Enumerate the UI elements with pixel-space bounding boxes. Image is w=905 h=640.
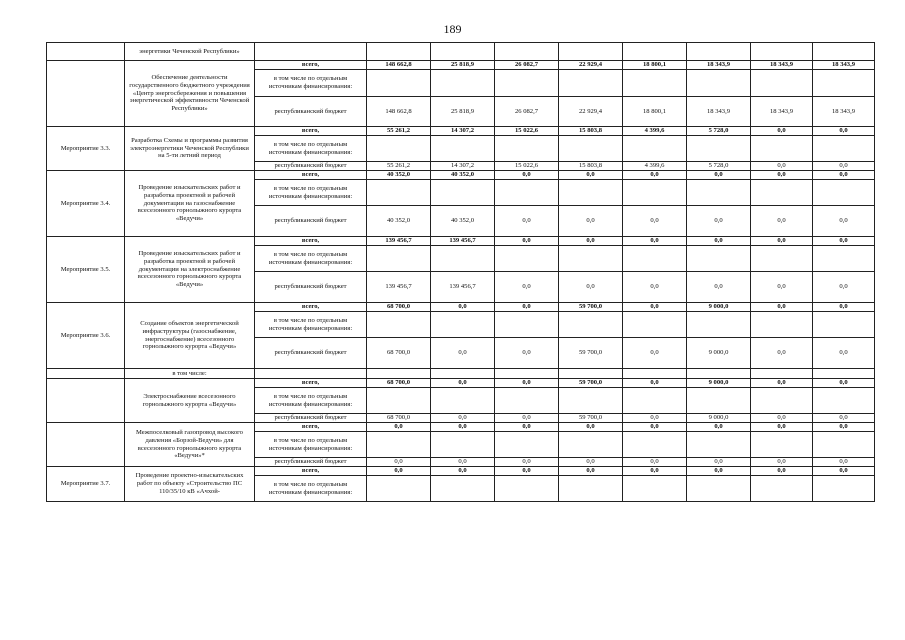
value-cell: 18 343,9	[751, 61, 813, 70]
source-including-label: в том числе по отдельным источникам финансирования:	[255, 432, 367, 458]
measure-code-cell	[47, 61, 125, 127]
table-row	[47, 467, 875, 476]
measure-name-cell: энергетики Чеченской Республики»	[125, 43, 255, 61]
source-including-label: в том числе по отдельным источникам финансирования:	[255, 246, 367, 272]
value-cell: 0,0	[495, 379, 559, 388]
value-cell: 0,0	[431, 414, 495, 423]
source-budget-label: республиканский бюджет	[255, 458, 367, 467]
value-cell: 9 000,0	[687, 303, 751, 312]
value-cell: 0,0	[813, 171, 875, 180]
value-cell: 0,0	[495, 171, 559, 180]
value-cell: 0,0	[559, 423, 623, 432]
page-number: 189	[443, 22, 462, 36]
value-cell: 0,0	[751, 338, 813, 369]
value-cell: 0,0	[367, 458, 431, 467]
value-cell: 25 818,9	[431, 97, 495, 127]
source-including-label: в том числе по отдельным источникам финансирования:	[255, 180, 367, 206]
budget-table	[46, 42, 875, 502]
source-total-label: всего,	[255, 127, 367, 136]
value-cell: 59 700,0	[559, 414, 623, 423]
value-cell: 0,0	[751, 127, 813, 136]
value-cell: 0,0	[559, 237, 623, 246]
value-cell: 0,0	[623, 423, 687, 432]
value-cell: 18 343,9	[687, 61, 751, 70]
value-cell: 0,0	[623, 272, 687, 303]
value-cell: 0,0	[623, 467, 687, 476]
value-cell: 0,0	[813, 414, 875, 423]
measure-name-cell: Проведение изыскательских работ и разработка проектной и рабочей документации на газоснабжение всесезонного горнолыжного курорта «Ведучи»	[125, 171, 255, 237]
value-cell: 0,0	[559, 206, 623, 237]
value-cell: 4 399,6	[623, 162, 687, 171]
value-cell: 9 000,0	[687, 379, 751, 388]
table-row	[47, 43, 875, 61]
measure-name-cell: Электроснабжение всесезонного горнолыжного курорта «Ведучи»	[125, 379, 255, 423]
value-cell: 0,0	[623, 414, 687, 423]
value-cell: 139 456,7	[431, 272, 495, 303]
source-total-label: всего,	[255, 237, 367, 246]
source-including-label: в том числе по отдельным источникам финансирования:	[255, 136, 367, 162]
source-budget-label: республиканский бюджет	[255, 206, 367, 237]
value-cell: 18 343,9	[751, 97, 813, 127]
measure-code-cell: Мероприятие 3.5.	[47, 237, 125, 303]
value-cell: 9 000,0	[687, 338, 751, 369]
source-budget-label: республиканский бюджет	[255, 162, 367, 171]
value-cell: 55 261,2	[367, 162, 431, 171]
value-cell: 0,0	[431, 379, 495, 388]
value-cell: 0,0	[687, 206, 751, 237]
value-cell: 139 456,7	[367, 237, 431, 246]
value-cell: 0,0	[687, 171, 751, 180]
measure-name-cell: Межпоселковый газопровод высокого давления «Борзой-Ведучи» для всесезонного горнолыжного курорта «Ведучи»*	[125, 423, 255, 467]
source-budget-label: республиканский бюджет	[255, 414, 367, 423]
value-cell: 22 929,4	[559, 61, 623, 70]
measure-code-cell: Мероприятие 3.4.	[47, 171, 125, 237]
table-row	[47, 379, 875, 388]
value-cell: 18 800,1	[623, 97, 687, 127]
source-budget-label: республиканский бюджет	[255, 97, 367, 127]
table-row	[47, 171, 875, 180]
value-cell: 68 700,0	[367, 414, 431, 423]
value-cell: 5 728,0	[687, 127, 751, 136]
value-cell: 0,0	[367, 423, 431, 432]
value-cell: 148 662,8	[367, 61, 431, 70]
source-total-label: всего,	[255, 61, 367, 70]
including-label-cell: в том числе:	[125, 369, 255, 379]
value-cell: 0,0	[559, 272, 623, 303]
source-including-label: в том числе по отдельным источникам финансирования:	[255, 70, 367, 97]
source-budget-label: республиканский бюджет	[255, 338, 367, 369]
value-cell: 14 307,2	[431, 127, 495, 136]
source-total-label: всего,	[255, 171, 367, 180]
source-total-label: всего,	[255, 303, 367, 312]
value-cell: 0,0	[813, 467, 875, 476]
value-cell: 0,0	[813, 423, 875, 432]
value-cell: 0,0	[367, 467, 431, 476]
source-total-label: всего,	[255, 423, 367, 432]
value-cell: 15 803,8	[559, 127, 623, 136]
value-cell: 0,0	[431, 303, 495, 312]
value-cell: 0,0	[813, 303, 875, 312]
source-total-label: всего,	[255, 467, 367, 476]
value-cell: 68 700,0	[367, 379, 431, 388]
value-cell: 0,0	[623, 171, 687, 180]
value-cell: 0,0	[431, 467, 495, 476]
value-cell: 0,0	[623, 379, 687, 388]
value-cell: 0,0	[687, 237, 751, 246]
value-cell: 0,0	[751, 379, 813, 388]
value-cell: 5 728,0	[687, 162, 751, 171]
value-cell: 40 352,0	[431, 171, 495, 180]
value-cell: 68 700,0	[367, 303, 431, 312]
value-cell: 0,0	[751, 423, 813, 432]
value-cell: 0,0	[813, 162, 875, 171]
value-cell: 68 700,0	[367, 338, 431, 369]
value-cell: 0,0	[431, 338, 495, 369]
table-row	[47, 423, 875, 432]
value-cell: 0,0	[813, 127, 875, 136]
source-total-label: всего,	[255, 379, 367, 388]
value-cell: 59 700,0	[559, 338, 623, 369]
value-cell: 25 818,9	[431, 61, 495, 70]
measure-code-cell: Мероприятие 3.3.	[47, 127, 125, 171]
value-cell: 26 082,7	[495, 61, 559, 70]
value-cell: 0,0	[813, 338, 875, 369]
value-cell: 15 022,6	[495, 162, 559, 171]
table-row	[47, 237, 875, 246]
measure-name-cell: Проведение проектно-изыскательских работ по объекту «Строительство ПС 110/35/10 кВ «Ачхой-	[125, 467, 255, 502]
value-cell: 0,0	[495, 272, 559, 303]
value-cell: 40 352,0	[367, 171, 431, 180]
value-cell: 0,0	[495, 303, 559, 312]
value-cell: 18 800,1	[623, 61, 687, 70]
table-row	[47, 303, 875, 312]
value-cell: 0,0	[623, 237, 687, 246]
value-cell: 0,0	[813, 206, 875, 237]
value-cell: 0,0	[559, 458, 623, 467]
value-cell: 0,0	[751, 206, 813, 237]
value-cell: 0,0	[431, 458, 495, 467]
table-row	[47, 369, 875, 379]
value-cell: 4 399,6	[623, 127, 687, 136]
value-cell: 0,0	[559, 171, 623, 180]
measure-code-cell	[47, 43, 125, 61]
value-cell: 0,0	[495, 338, 559, 369]
value-cell: 40 352,0	[431, 206, 495, 237]
value-cell: 0,0	[687, 423, 751, 432]
value-cell: 0,0	[813, 237, 875, 246]
value-cell: 0,0	[751, 171, 813, 180]
value-cell: 59 700,0	[559, 303, 623, 312]
value-cell: 0,0	[751, 458, 813, 467]
value-cell: 59 700,0	[559, 379, 623, 388]
value-cell: 0,0	[813, 272, 875, 303]
value-cell: 0,0	[559, 467, 623, 476]
value-cell: 26 082,7	[495, 97, 559, 127]
value-cell: 18 343,9	[813, 61, 875, 70]
value-cell: 0,0	[687, 467, 751, 476]
source-including-label: в том числе по отдельным источникам финансирования:	[255, 388, 367, 414]
value-cell: 0,0	[495, 467, 559, 476]
value-cell: 148 662,8	[367, 97, 431, 127]
value-cell: 0,0	[751, 303, 813, 312]
value-cell: 0,0	[495, 414, 559, 423]
value-cell: 0,0	[623, 206, 687, 237]
value-cell: 15 022,6	[495, 127, 559, 136]
value-cell: 0,0	[687, 272, 751, 303]
measure-name-cell: Разработка Схемы и программы развития электроэнергетики Чеченской Республики на 5-ти летний период	[125, 127, 255, 171]
value-cell: 0,0	[495, 206, 559, 237]
value-cell: 0,0	[751, 237, 813, 246]
value-cell: 0,0	[495, 458, 559, 467]
source-including-label: в том числе по отдельным источникам финансирования:	[255, 476, 367, 502]
value-cell: 15 803,8	[559, 162, 623, 171]
value-cell: 55 261,2	[367, 127, 431, 136]
value-cell: 0,0	[813, 379, 875, 388]
measure-code-cell	[47, 423, 125, 467]
value-cell: 18 343,9	[687, 97, 751, 127]
value-cell: 22 929,4	[559, 97, 623, 127]
value-cell: 14 307,2	[431, 162, 495, 171]
value-cell: 0,0	[623, 458, 687, 467]
value-cell: 0,0	[495, 423, 559, 432]
value-cell: 0,0	[687, 458, 751, 467]
source-budget-label: республиканский бюджет	[255, 272, 367, 303]
value-cell: 0,0	[623, 338, 687, 369]
value-cell: 139 456,7	[367, 272, 431, 303]
measure-code-cell: Мероприятие 3.7.	[47, 467, 125, 502]
value-cell: 0,0	[495, 237, 559, 246]
value-cell: 0,0	[431, 423, 495, 432]
source-including-label: в том числе по отдельным источникам финансирования:	[255, 312, 367, 338]
value-cell: 0,0	[751, 272, 813, 303]
value-cell: 0,0	[751, 414, 813, 423]
table-row	[47, 127, 875, 136]
measure-code-cell	[47, 379, 125, 423]
value-cell: 18 343,9	[813, 97, 875, 127]
measure-name-cell: Обеспечение деятельности государственного бюджетного учреждения «Центр энергосбережения и повышения энергетической эффективности Чеченской Республики»	[125, 61, 255, 127]
measure-name-cell: Создание объектов энергетической инфраструктуры (газоснабжение, энергоснабжение) всесезонного горнолыжного курорта «Ведучи»	[125, 303, 255, 369]
value-cell: 0,0	[751, 467, 813, 476]
value-cell: 40 352,0	[367, 206, 431, 237]
value-cell: 0,0	[813, 458, 875, 467]
value-cell: 139 456,7	[431, 237, 495, 246]
measure-name-cell: Проведение изыскательских работ и разработка проектной и рабочей документации на электроснабжение всесезонного горнолыжного курорта «Ведучи»	[125, 237, 255, 303]
value-cell: 0,0	[751, 162, 813, 171]
value-cell: 9 000,0	[687, 414, 751, 423]
table-row	[47, 61, 875, 70]
measure-code-cell: Мероприятие 3.6.	[47, 303, 125, 369]
value-cell: 0,0	[623, 303, 687, 312]
